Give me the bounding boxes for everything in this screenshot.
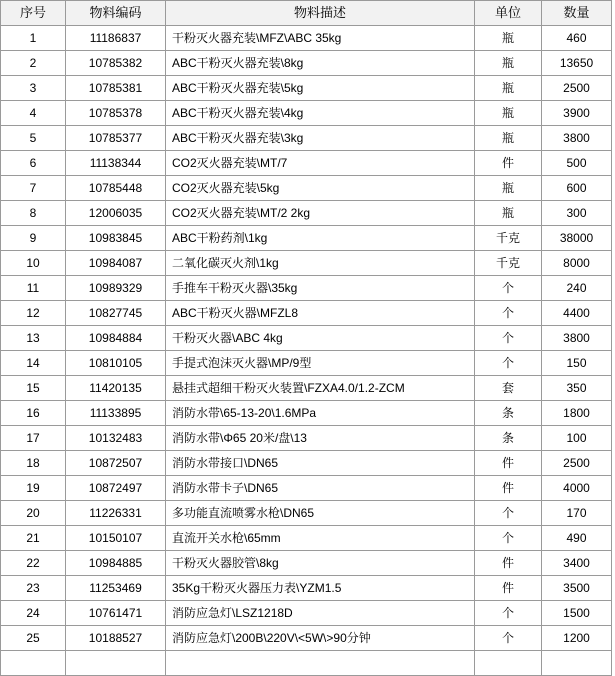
- cell-desc: 二氧化碳灭火剂\1kg: [166, 251, 475, 276]
- table-row: [1, 251, 612, 276]
- cell-index: 11: [1, 276, 66, 301]
- cell-unit: 个: [475, 276, 542, 301]
- cell-unit: 条: [475, 426, 542, 451]
- cell-unit: 瓶: [475, 76, 542, 101]
- cell-unit: 瓶: [475, 51, 542, 76]
- cell-unit: 千克: [475, 226, 542, 251]
- cell-desc: ABC干粉灭火器充装\5kg: [166, 76, 475, 101]
- empty-cell: [542, 651, 612, 676]
- table-row: [1, 451, 612, 476]
- cell-qty: 2500: [542, 451, 612, 476]
- cell-code: 10785382: [66, 51, 166, 76]
- cell-qty: 600: [542, 176, 612, 201]
- cell-qty: 350: [542, 376, 612, 401]
- cell-code: 10827745: [66, 301, 166, 326]
- cell-code: 10984087: [66, 251, 166, 276]
- table-row: [1, 76, 612, 101]
- cell-qty: 3800: [542, 126, 612, 151]
- cell-code: 10810105: [66, 351, 166, 376]
- empty-cell: [66, 651, 166, 676]
- table-row: [1, 126, 612, 151]
- table-row: [1, 526, 612, 551]
- cell-qty: 3500: [542, 576, 612, 601]
- cell-unit: 个: [475, 351, 542, 376]
- cell-unit: 瓶: [475, 101, 542, 126]
- table-row: [1, 176, 612, 201]
- cell-desc: 悬挂式超细干粉灭火装置\FZXA4.0/1.2-ZCM: [166, 376, 475, 401]
- cell-unit: 千克: [475, 251, 542, 276]
- cell-desc: 消防水带\Φ65 20米/盘\13: [166, 426, 475, 451]
- cell-desc: 直流开关水枪\65mm: [166, 526, 475, 551]
- cell-unit: 个: [475, 626, 542, 651]
- cell-index: 4: [1, 101, 66, 126]
- cell-unit: 个: [475, 301, 542, 326]
- cell-code: 11420135: [66, 376, 166, 401]
- cell-unit: 瓶: [475, 126, 542, 151]
- cell-qty: 1200: [542, 626, 612, 651]
- cell-desc: ABC干粉灭火器充装\8kg: [166, 51, 475, 76]
- cell-qty: 4000: [542, 476, 612, 501]
- cell-code: 11253469: [66, 576, 166, 601]
- cell-qty: 38000: [542, 226, 612, 251]
- table-row: [1, 326, 612, 351]
- cell-qty: 500: [542, 151, 612, 176]
- cell-unit: 个: [475, 326, 542, 351]
- cell-unit: 件: [475, 551, 542, 576]
- cell-code: 11226331: [66, 501, 166, 526]
- cell-qty: 1800: [542, 401, 612, 426]
- cell-desc: 消防应急灯\LSZ1218D: [166, 601, 475, 626]
- table-row: [1, 501, 612, 526]
- cell-qty: 100: [542, 426, 612, 451]
- cell-index: 8: [1, 201, 66, 226]
- cell-index: 2: [1, 51, 66, 76]
- cell-code: 10785378: [66, 101, 166, 126]
- cell-index: 6: [1, 151, 66, 176]
- cell-code: 12006035: [66, 201, 166, 226]
- table-row: [1, 626, 612, 651]
- table-row-partial: [1, 651, 612, 676]
- table-row: [1, 601, 612, 626]
- table-row: [1, 151, 612, 176]
- empty-cell: [475, 651, 542, 676]
- cell-qty: 8000: [542, 251, 612, 276]
- cell-code: 11133895: [66, 401, 166, 426]
- cell-unit: 个: [475, 501, 542, 526]
- cell-unit: 件: [475, 576, 542, 601]
- cell-index: 21: [1, 526, 66, 551]
- header-row: [1, 1, 612, 26]
- cell-qty: 3800: [542, 326, 612, 351]
- table-row: [1, 301, 612, 326]
- cell-desc: CO2灭火器充装\5kg: [166, 176, 475, 201]
- header-unit: 单位: [475, 1, 542, 26]
- cell-desc: 消防水带\65-13-20\1.6MPa: [166, 401, 475, 426]
- cell-desc: 消防应急灯\200B\220V\<5W\>90分钟: [166, 626, 475, 651]
- table-row: [1, 276, 612, 301]
- cell-code: 11186837: [66, 26, 166, 51]
- cell-unit: 件: [475, 151, 542, 176]
- cell-index: 22: [1, 551, 66, 576]
- cell-index: 20: [1, 501, 66, 526]
- cell-desc: 消防水带接口\DN65: [166, 451, 475, 476]
- cell-qty: 240: [542, 276, 612, 301]
- table-row: [1, 476, 612, 501]
- cell-desc: ABC干粉药剂\1kg: [166, 226, 475, 251]
- cell-index: 12: [1, 301, 66, 326]
- cell-code: 10761471: [66, 601, 166, 626]
- cell-index: 3: [1, 76, 66, 101]
- cell-code: 10785377: [66, 126, 166, 151]
- table-row: [1, 101, 612, 126]
- cell-code: 10984884: [66, 326, 166, 351]
- cell-code: 10983845: [66, 226, 166, 251]
- cell-code: 11138344: [66, 151, 166, 176]
- table-row: [1, 226, 612, 251]
- cell-index: 7: [1, 176, 66, 201]
- cell-qty: 1500: [542, 601, 612, 626]
- cell-index: 13: [1, 326, 66, 351]
- cell-unit: 个: [475, 526, 542, 551]
- cell-index: 24: [1, 601, 66, 626]
- cell-code: 10872507: [66, 451, 166, 476]
- cell-qty: 300: [542, 201, 612, 226]
- cell-desc: CO2灭火器充装\MT/7: [166, 151, 475, 176]
- table-row: [1, 426, 612, 451]
- cell-unit: 瓶: [475, 201, 542, 226]
- cell-qty: 3900: [542, 101, 612, 126]
- cell-qty: 13650: [542, 51, 612, 76]
- table-row: [1, 576, 612, 601]
- empty-cell: [166, 651, 475, 676]
- table-row: [1, 26, 612, 51]
- cell-code: 10989329: [66, 276, 166, 301]
- empty-cell: [1, 651, 66, 676]
- table-row: [1, 351, 612, 376]
- cell-qty: 460: [542, 26, 612, 51]
- header-code: 物料编码: [66, 1, 166, 26]
- cell-qty: 490: [542, 526, 612, 551]
- table-row: [1, 551, 612, 576]
- cell-index: 17: [1, 426, 66, 451]
- cell-desc: 35Kg干粉灭火器压力表\YZM1.5: [166, 576, 475, 601]
- cell-qty: 170: [542, 501, 612, 526]
- cell-index: 9: [1, 226, 66, 251]
- cell-code: 10188527: [66, 626, 166, 651]
- cell-index: 10: [1, 251, 66, 276]
- cell-index: 15: [1, 376, 66, 401]
- cell-index: 18: [1, 451, 66, 476]
- cell-index: 1: [1, 26, 66, 51]
- cell-unit: 件: [475, 476, 542, 501]
- cell-desc: ABC干粉灭火器充装\4kg: [166, 101, 475, 126]
- header-qty: 数量: [542, 1, 612, 26]
- cell-code: 10872497: [66, 476, 166, 501]
- cell-index: 16: [1, 401, 66, 426]
- cell-desc: ABC干粉灭火器充装\3kg: [166, 126, 475, 151]
- cell-index: 19: [1, 476, 66, 501]
- cell-index: 14: [1, 351, 66, 376]
- cell-unit: 条: [475, 401, 542, 426]
- cell-unit: 瓶: [475, 176, 542, 201]
- cell-unit: 个: [475, 601, 542, 626]
- header-index: 序号: [1, 1, 66, 26]
- cell-code: 10132483: [66, 426, 166, 451]
- cell-qty: 3400: [542, 551, 612, 576]
- cell-index: 25: [1, 626, 66, 651]
- cell-desc: ABC干粉灭火器\MFZL8: [166, 301, 475, 326]
- cell-desc: 手推车干粉灭火器\35kg: [166, 276, 475, 301]
- cell-code: 10984885: [66, 551, 166, 576]
- cell-qty: 4400: [542, 301, 612, 326]
- cell-desc: 手提式泡沫灭火器\MP/9型: [166, 351, 475, 376]
- cell-desc: 干粉灭火器胶管\8kg: [166, 551, 475, 576]
- table-row: [1, 201, 612, 226]
- header-desc: 物料描述: [166, 1, 475, 26]
- table-row: [1, 376, 612, 401]
- cell-unit: 套: [475, 376, 542, 401]
- cell-code: 10785448: [66, 176, 166, 201]
- cell-desc: 消防水带卡子\DN65: [166, 476, 475, 501]
- cell-desc: CO2灭火器充装\MT/2 2kg: [166, 201, 475, 226]
- table-row: [1, 401, 612, 426]
- cell-index: 5: [1, 126, 66, 151]
- cell-unit: 件: [475, 451, 542, 476]
- cell-desc: 干粉灭火器\ABC 4kg: [166, 326, 475, 351]
- cell-index: 23: [1, 576, 66, 601]
- table-row: [1, 51, 612, 76]
- cell-qty: 150: [542, 351, 612, 376]
- cell-qty: 2500: [542, 76, 612, 101]
- cell-desc: 多功能直流喷雾水枪\DN65: [166, 501, 475, 526]
- cell-unit: 瓶: [475, 26, 542, 51]
- cell-code: 10150107: [66, 526, 166, 551]
- cell-code: 10785381: [66, 76, 166, 101]
- cell-desc: 干粉灭火器充装\MFZ\ABC 35kg: [166, 26, 475, 51]
